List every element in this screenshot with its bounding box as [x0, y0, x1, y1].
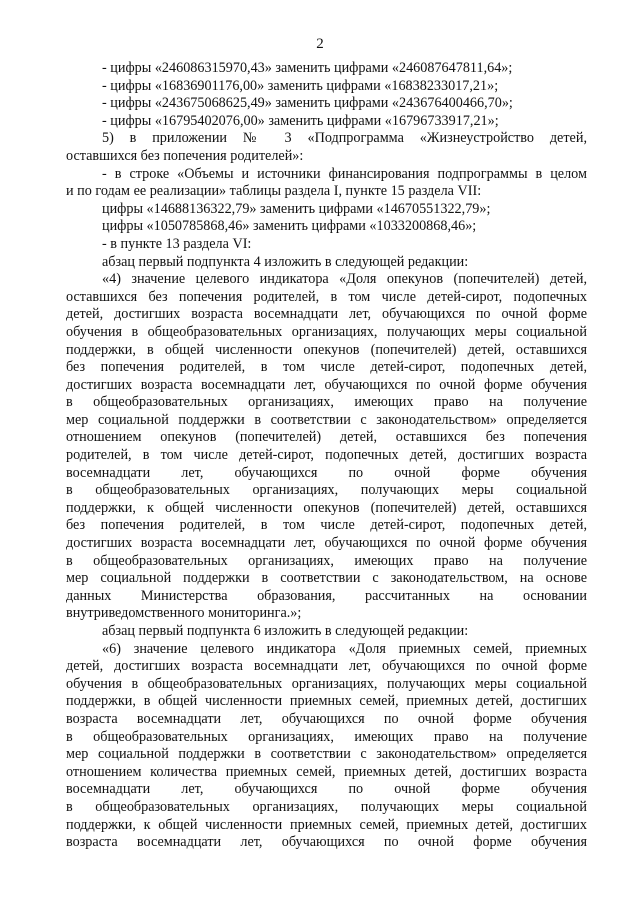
text-line: 5) в приложении № 3 «Подпрограмма «Жизнеустройство детей, [102, 130, 587, 147]
text-line: обучения в общеобразовательных организациях, получающих меры социальной [66, 675, 587, 692]
text-line: цифры «1050785868,46» заменить цифрами «1033200868,46»; [102, 218, 477, 235]
text-line: достигших возраста восемнадцати лет, обучающихся по очной форме обучения [66, 376, 587, 393]
text-line: родителей, в том числе детей-сирот, подопечных детей, достигших возраста [66, 447, 587, 464]
text-line: без попечения родителей, в том числе детей-сирот, подопечных детей, [66, 517, 587, 534]
text-line: «6) значение целевого индикатора «Доля приемных семей, приемных [102, 640, 587, 657]
text-line: детей, достигших возраста восемнадцати лет, обучающихся по очной форме [66, 306, 587, 323]
text-line: в общеобразовательных организациях, имеющих право на получение [66, 728, 587, 745]
text-line: в общеобразовательных организациях, имеющих право на получение [66, 552, 587, 569]
text-line: восемнадцати лет, обучающихся по очной форме обучения [66, 464, 587, 481]
text-line: - цифры «243675068625,49» заменить цифрами «243676400466,70»; [102, 95, 513, 112]
text-line: и по годам ее реализации» таблицы раздела I, пункте 15 раздела VII: [66, 183, 482, 200]
text-line: возраста восемнадцати лет, обучающихся по очной форме обучения [66, 710, 587, 727]
text-line: - в строке «Объемы и источники финансирования подпрограммы в целом [102, 165, 587, 182]
text-line: цифры «14688136322,79» заменить цифрами «14670551322,79»; [102, 200, 491, 217]
text-line: мер социальной поддержки в соответствии с законодательством» определяется [66, 411, 587, 428]
page-number: 2 [316, 36, 324, 52]
text-line: восемнадцати лет, обучающихся по очной форме обучения [66, 781, 587, 798]
text-line: в общеобразовательных организациях, получающих меры социальной [66, 798, 587, 815]
text-line: - в пункте 13 раздела VI: [102, 235, 252, 252]
text-line: отношением количества приемных семей, приемных детей, достигших возраста [66, 763, 587, 780]
text-line: оставшихся без попечения родителей, в том числе детей-сирот, подопечных [66, 288, 587, 305]
text-line: возраста восемнадцати лет, обучающихся по очной форме обучения [66, 834, 587, 851]
text-line: поддержки, в общей численности приемных семей, приемных детей, достигших [66, 693, 587, 710]
text-line: - цифры «246086315970,43» заменить цифрами «246087647811,64»; [102, 60, 513, 76]
text-line: в общеобразовательных организациях, получающих меры социальной [66, 482, 587, 499]
text-line: «4) значение целевого индикатора «Доля опекунов (попечителей) детей, [102, 271, 587, 288]
text-line: мер социальной поддержки в соответствии с законодательством, на основе [66, 570, 587, 587]
text-line: оставшихся без попечения родителей»: [66, 147, 304, 164]
text-line: - цифры «16795402076,00» заменить цифрами «16796733917,21»; [102, 112, 499, 129]
document-body [66, 60, 587, 852]
text-line: отношением опекунов (попечителей) детей, оставшихся без попечения [66, 429, 587, 446]
text-line: без попечения родителей, в том числе детей-сирот, подопечных детей, [66, 359, 587, 376]
text-line: - цифры «16836901176,00» заменить цифрами «16838233017,21»; [102, 77, 499, 94]
text-line: в общеобразовательных организациях, имеющих право на получение [66, 394, 587, 411]
text-line: достигших возраста восемнадцати лет, обучающихся по очной форме обучения [66, 535, 587, 552]
text-line: поддержки, к общей численности опекунов (попечителей) детей, оставшихся [66, 499, 587, 516]
text-line: поддержки, к общей численности приемных семей, приемных детей, достигших [66, 816, 587, 833]
text-line: данных Министерства образования, рассчитанных на основании [66, 587, 587, 604]
text-line: детей, достигших возраста восемнадцати лет, обучающихся по очной форме [66, 658, 587, 675]
text-line: обучения в общеобразовательных организациях, получающих меры социальной [66, 323, 587, 340]
text-line: мер социальной поддержки в соответствии с законодательством» определяется [66, 746, 587, 763]
text-line: внутриведомственного мониторинга.»; [66, 605, 302, 622]
text-line: поддержки, в общей численности опекунов (попечителей) детей, оставшихся [66, 341, 587, 358]
text-line: абзац первый подпункта 6 изложить в следующей редакции: [102, 623, 469, 639]
text-line: абзац первый подпункта 4 изложить в следующей редакции: [102, 253, 469, 270]
